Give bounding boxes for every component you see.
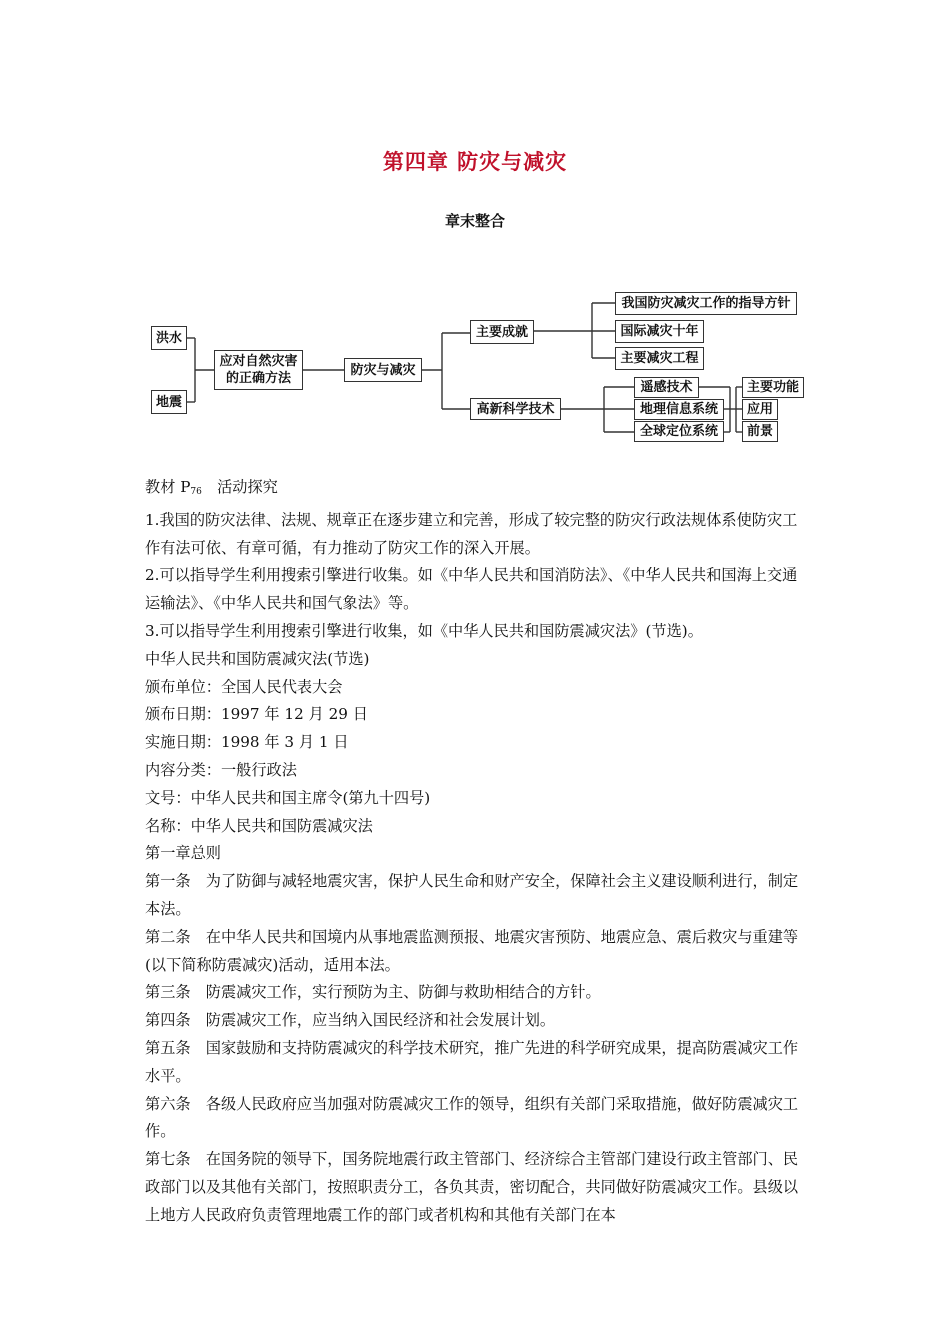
paragraph: 第一章总则 — [145, 844, 221, 863]
activity-heading: 教材 $P_{76}$ 活动探究 — [145, 478, 278, 497]
node-hightech: 高新科学技术 — [470, 398, 561, 420]
node-correct-method — [214, 350, 303, 390]
paragraph: 第三条 防震减灾工作，实行预防为主、防御与救助相结合的方针。 — [145, 983, 601, 1002]
node-center: 防灾与减灾 — [344, 358, 422, 382]
node-flood: 洪水 — [151, 326, 187, 350]
node-correct-method-line2: 的正确方法 — [225, 371, 291, 386]
node-gps: 全球定位系统 — [634, 421, 724, 442]
body-content — [145, 474, 810, 1230]
paragraph: 2.可以指导学生利用搜索引擎进行收集。如《中华人民共和国消防法》、《中华人民共和国海上交通运输法》、《中华人民共和国气象法》等。 — [145, 566, 798, 613]
node-prospect: 前景 — [742, 421, 778, 442]
paragraph: 第一条 为了防御与减轻地震灾害，保护人民生命和财产安全，保障社会主义建设顺利进行，制定本法。 — [145, 872, 799, 918]
node-application: 应用 — [742, 399, 778, 420]
concept-map-connectors — [0, 0, 950, 460]
node-main-functions: 主要功能 — [742, 377, 804, 398]
node-major-projects: 主要减灾工程 — [615, 347, 704, 370]
node-achievements: 主要成就 — [470, 320, 534, 344]
paragraph: 第二条 在中华人民共和国境内从事地震监测预报、地震灾害预防、地震应急、震后救灾与重建等(以下简称防震减灾)活动，适用本法。 — [145, 927, 799, 974]
page-title: 第四章 防灾与减灾 — [382, 150, 568, 174]
section-subtitle: 章末整合 — [444, 212, 505, 230]
paragraph: 第七条 在国务院的领导下，国务院地震行政主管部门、经济综合主管部门建设行政主管部门、民政部门以及其他有关部门，按照职责分工，各负其责，密切配合，共同做好防震减灾工作。县级以上地方人民政府负责管理地震工作的部门或者机构和其他有关部门在本 — [145, 1150, 799, 1224]
paragraph: 第四条 防震减灾工作，应当纳入国民经济和社会发展计划。 — [145, 1011, 556, 1030]
paragraph: 颁布日期：1997 年 12 月 29 日 — [145, 705, 368, 724]
paragraph: 第五条 国家鼓励和支持防震减灾的科学技术研究，推广先进的科学研究成果，提高防震减灾工作水平。 — [145, 1038, 799, 1085]
node-remote-sensing: 遥感技术 — [634, 377, 699, 398]
paragraph: 名称：中华人民共和国防震减灾法 — [145, 816, 373, 835]
paragraph: 实施日期：1998 年 3 月 1 日 — [145, 733, 349, 752]
node-idndr: 国际减灾十年 — [615, 320, 704, 343]
paragraph: 颁布单位：全国人民代表大会 — [145, 677, 343, 696]
paragraph: 中华人民共和国防震减灾法(节选) — [145, 649, 370, 668]
node-gis: 地理信息系统 — [634, 399, 724, 420]
paragraph: 1.我国的防灾法律、法规、规章正在逐步建立和完善，形成了较完整的防灾行政法规体系使防灾工作有法可依、有章可循，有力推动了防灾工作的深入开展。 — [145, 510, 798, 557]
paragraph: 文号：中华人民共和国主席令(第九十四号) — [145, 788, 431, 807]
paragraph: 第六条 各级人民政府应当加强对防震减灾工作的领导，组织有关部门采取措施，做好防震减灾工作。 — [145, 1094, 799, 1141]
paragraph: 内容分类：一般行政法 — [145, 760, 297, 779]
paragraph: 3.可以指导学生利用搜索引擎进行收集，如《中华人民共和国防震减灾法》(节选)。 — [145, 621, 703, 640]
node-correct-method-line1: 应对自然灾害 — [219, 354, 298, 369]
node-earthquake: 地震 — [151, 390, 187, 414]
node-guiding-policy: 我国防灾减灾工作的指导方针 — [615, 292, 797, 315]
